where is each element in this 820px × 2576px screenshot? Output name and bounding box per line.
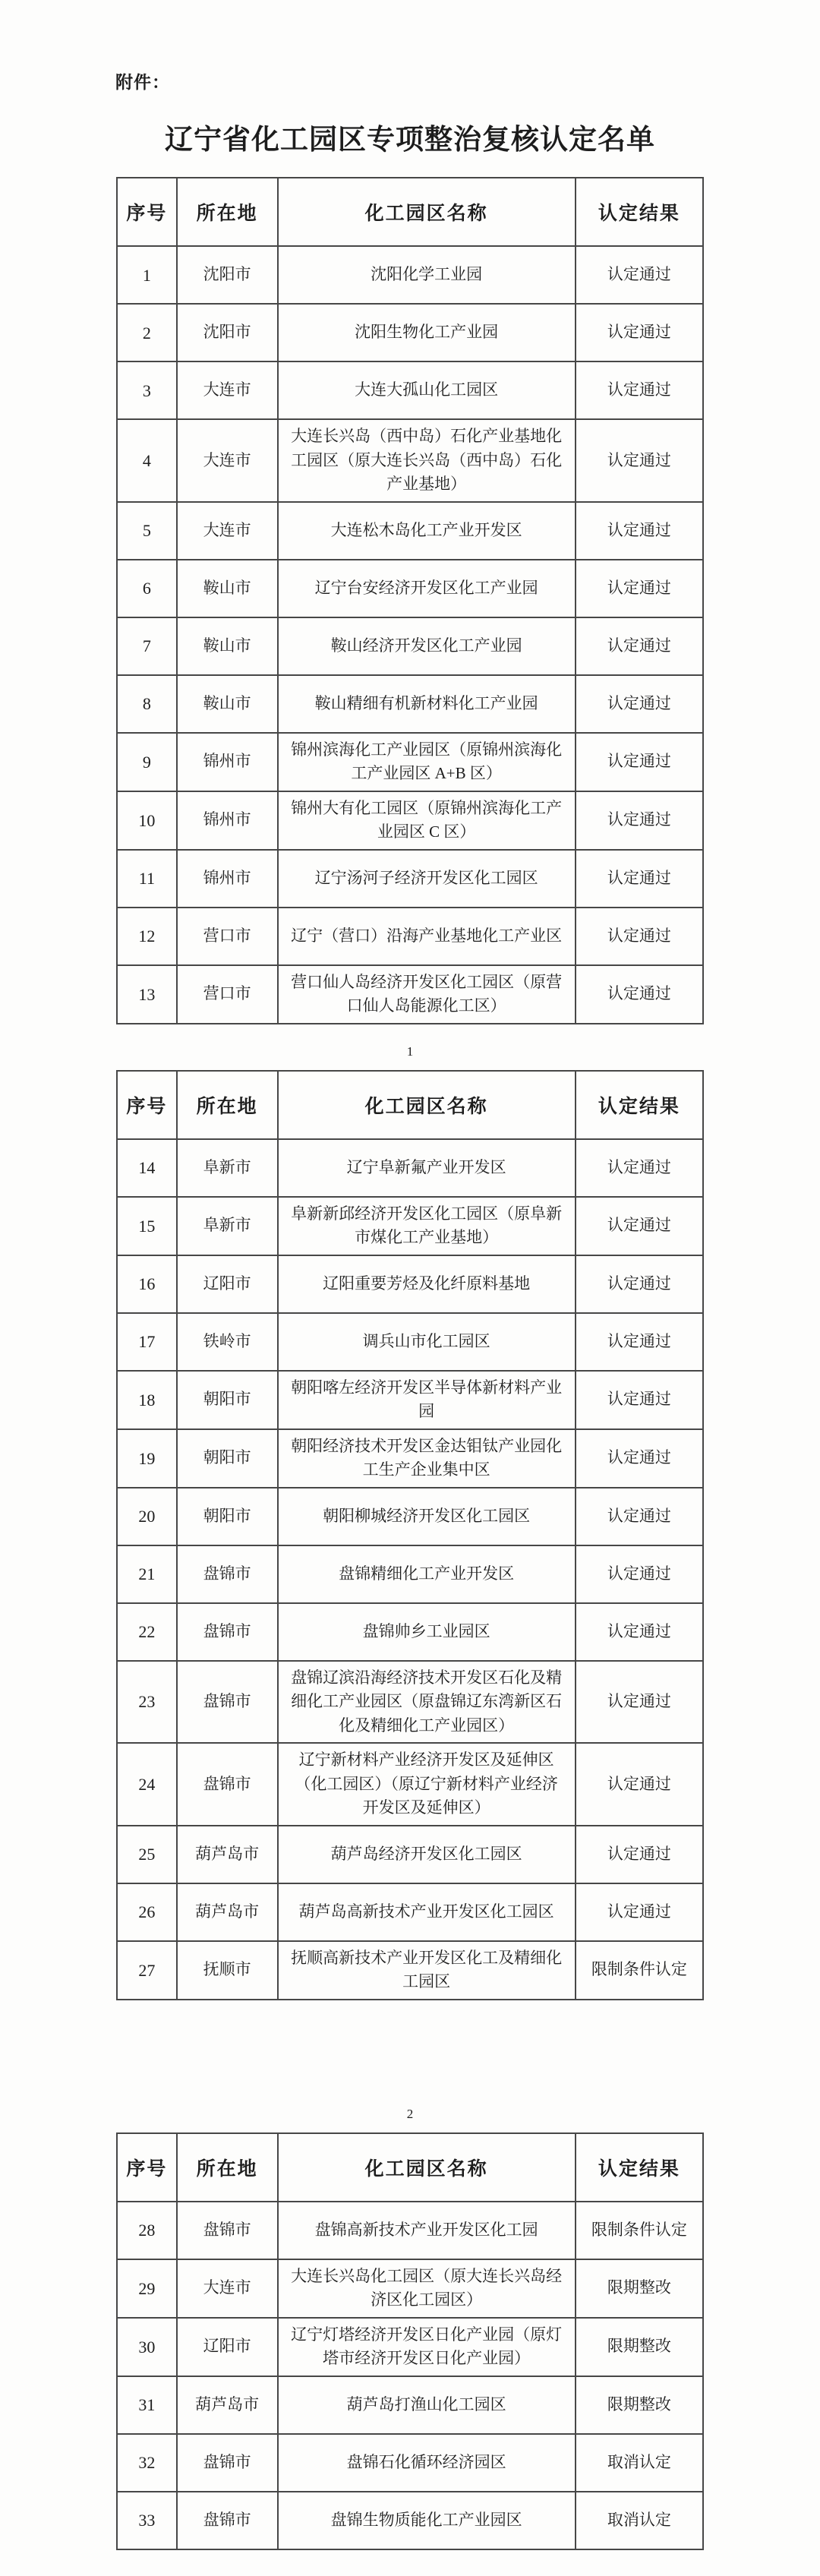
park-name-cell: 抚顺高新技术产业开发区化工及精细化工园区 <box>278 1941 576 2000</box>
table-row <box>117 1743 703 1826</box>
city-cell: 辽阳市 <box>177 1255 278 1313</box>
result-cell: 认定通过 <box>576 675 703 733</box>
city-cell: 锦州市 <box>177 850 278 908</box>
result-cell: 取消认定 <box>576 2492 703 2549</box>
serial-cell: 4 <box>117 419 177 502</box>
column-header-city: 所在地 <box>177 178 278 246</box>
park-name-cell: 朝阳喀左经济开发区半导体新材料产业园 <box>278 1371 576 1429</box>
serial-cell: 27 <box>117 1941 177 2000</box>
table-row <box>117 502 703 560</box>
table-row <box>117 2492 703 2549</box>
serial-cell: 8 <box>117 675 177 733</box>
serial-cell: 11 <box>117 850 177 908</box>
park-name-cell: 葫芦岛打渔山化工园区 <box>278 2376 576 2434</box>
result-cell: 取消认定 <box>576 2434 703 2492</box>
table-row <box>117 1139 703 1197</box>
serial-cell: 29 <box>117 2259 177 2318</box>
table-row <box>117 1488 703 1545</box>
city-cell: 朝阳市 <box>177 1429 278 1488</box>
table-row <box>117 1941 703 2000</box>
table-row <box>117 2259 703 2318</box>
city-cell: 盘锦市 <box>177 1545 278 1603</box>
park-name-cell: 辽宁新材料产业经济开发区及延伸区（化工园区）（原辽宁新材料产业经济开发区及延伸区） <box>278 1743 576 1826</box>
city-cell: 抚顺市 <box>177 1941 278 2000</box>
city-cell: 朝阳市 <box>177 1371 278 1429</box>
table-row <box>117 2434 703 2492</box>
park-name-cell: 锦州滨海化工产业园区（原锦州滨海化工产业园区 A+B 区） <box>278 733 576 791</box>
result-cell: 限制条件认定 <box>576 1941 703 2000</box>
city-cell: 鞍山市 <box>177 560 278 617</box>
serial-cell: 13 <box>117 965 177 1024</box>
result-cell: 认定通过 <box>576 1313 703 1371</box>
table-row <box>117 1313 703 1371</box>
park-name-cell: 鞍山精细有机新材料化工产业园 <box>278 675 576 733</box>
serial-cell: 18 <box>117 1371 177 1429</box>
park-name-cell: 大连大孤山化工园区 <box>278 361 576 419</box>
city-cell: 大连市 <box>177 361 278 419</box>
park-name-cell: 盘锦高新技术产业开发区化工园 <box>278 2202 576 2259</box>
park-name-cell: 朝阳柳城经济开发区化工园区 <box>278 1488 576 1545</box>
city-cell: 葫芦岛市 <box>177 2376 278 2434</box>
park-name-cell: 营口仙人岛经济开发区化工园区（原营口仙人岛能源化工区） <box>278 965 576 1024</box>
city-cell: 阜新市 <box>177 1139 278 1197</box>
serial-cell: 32 <box>117 2434 177 2492</box>
table-row <box>117 965 703 1024</box>
result-cell: 认定通过 <box>576 1743 703 1826</box>
table-row <box>117 1255 703 1313</box>
serial-cell: 20 <box>117 1488 177 1545</box>
table-row <box>117 361 703 419</box>
column-header-park-name: 化工园区名称 <box>278 2133 576 2202</box>
table-row <box>117 2202 703 2259</box>
result-cell: 认定通过 <box>576 1545 703 1603</box>
park-name-cell: 葫芦岛经济开发区化工园区 <box>278 1826 576 1883</box>
serial-cell: 1 <box>117 246 177 304</box>
result-cell: 认定通过 <box>576 419 703 502</box>
result-cell: 认定通过 <box>576 1883 703 1941</box>
city-cell: 盘锦市 <box>177 1603 278 1661</box>
page-number: 2 <box>406 2106 414 2121</box>
serial-cell: 12 <box>117 908 177 965</box>
result-cell: 认定通过 <box>576 1826 703 1883</box>
serial-cell: 24 <box>117 1743 177 1826</box>
serial-cell: 19 <box>117 1429 177 1488</box>
result-cell: 限期整改 <box>576 2259 703 2318</box>
serial-cell: 2 <box>117 304 177 361</box>
park-name-cell: 鞍山经济开发区化工产业园 <box>278 617 576 675</box>
serial-cell: 14 <box>117 1139 177 1197</box>
serial-cell: 15 <box>117 1197 177 1255</box>
serial-cell: 28 <box>117 2202 177 2259</box>
result-cell: 限制条件认定 <box>576 2202 703 2259</box>
city-cell: 大连市 <box>177 502 278 560</box>
table-row <box>117 1545 703 1603</box>
serial-cell: 22 <box>117 1603 177 1661</box>
table-row <box>117 675 703 733</box>
table-row <box>117 850 703 908</box>
column-header-serial: 序号 <box>117 2133 177 2202</box>
park-name-cell: 调兵山市化工园区 <box>278 1313 576 1371</box>
result-cell: 认定通过 <box>576 361 703 419</box>
result-cell: 认定通过 <box>576 733 703 791</box>
serial-cell: 9 <box>117 733 177 791</box>
table-row <box>117 419 703 502</box>
serial-cell: 7 <box>117 617 177 675</box>
column-header-park-name: 化工园区名称 <box>278 1071 576 1139</box>
serial-cell: 30 <box>117 2318 177 2376</box>
city-cell: 沈阳市 <box>177 246 278 304</box>
result-cell: 认定通过 <box>576 560 703 617</box>
certification-table <box>116 177 704 1024</box>
certification-table <box>116 1070 704 2000</box>
park-name-cell: 盘锦精细化工产业开发区 <box>278 1545 576 1603</box>
attachment-label: 附件： <box>115 72 170 92</box>
park-name-cell: 盘锦生物质能化工产业园区 <box>278 2492 576 2549</box>
serial-cell: 31 <box>117 2376 177 2434</box>
column-header-result: 认定结果 <box>576 178 703 246</box>
serial-cell: 3 <box>117 361 177 419</box>
column-header-serial: 序号 <box>117 178 177 246</box>
city-cell: 锦州市 <box>177 791 278 850</box>
city-cell: 盘锦市 <box>177 1661 278 1744</box>
table-row <box>117 908 703 965</box>
table-row <box>117 2376 703 2434</box>
park-name-cell: 沈阳生物化工产业园 <box>278 304 576 361</box>
result-cell: 认定通过 <box>576 1488 703 1545</box>
city-cell: 鞍山市 <box>177 675 278 733</box>
serial-cell: 16 <box>117 1255 177 1313</box>
header-row <box>117 1071 703 1139</box>
table-row <box>117 733 703 791</box>
result-cell: 认定通过 <box>576 908 703 965</box>
serial-cell: 17 <box>117 1313 177 1371</box>
table-row <box>117 1826 703 1883</box>
result-cell: 认定通过 <box>576 791 703 850</box>
table-row <box>117 1661 703 1744</box>
city-cell: 阜新市 <box>177 1197 278 1255</box>
page-number: 1 <box>406 1043 414 1059</box>
result-cell: 认定通过 <box>576 502 703 560</box>
serial-cell: 21 <box>117 1545 177 1603</box>
city-cell: 铁岭市 <box>177 1313 278 1371</box>
city-cell: 盘锦市 <box>177 1743 278 1826</box>
park-name-cell: 大连长兴岛（西中岛）石化产业基地化工园区（原大连长兴岛（西中岛）石化产业基地） <box>278 419 576 502</box>
table-row <box>117 1603 703 1661</box>
park-name-cell: 辽宁阜新氟产业开发区 <box>278 1139 576 1197</box>
city-cell: 辽阳市 <box>177 2318 278 2376</box>
header-row <box>117 2133 703 2202</box>
serial-cell: 33 <box>117 2492 177 2549</box>
column-header-result: 认定结果 <box>576 1071 703 1139</box>
park-name-cell: 大连长兴岛化工园区（原大连长兴岛经济区化工园区） <box>278 2259 576 2318</box>
result-cell: 认定通过 <box>576 850 703 908</box>
park-name-cell: 朝阳经济技术开发区金达钼钛产业园化工生产企业集中区 <box>278 1429 576 1488</box>
serial-cell: 5 <box>117 502 177 560</box>
serial-cell: 25 <box>117 1826 177 1883</box>
result-cell: 认定通过 <box>576 1255 703 1313</box>
table-row <box>117 617 703 675</box>
column-header-city: 所在地 <box>177 1071 278 1139</box>
table-row <box>117 304 703 361</box>
city-cell: 营口市 <box>177 965 278 1024</box>
result-cell: 认定通过 <box>576 304 703 361</box>
result-cell: 认定通过 <box>576 1661 703 1744</box>
result-cell: 限期整改 <box>576 2376 703 2434</box>
park-name-cell: 辽宁灯塔经济开发区日化产业园（原灯塔市经济开发区日化产业园） <box>278 2318 576 2376</box>
serial-cell: 6 <box>117 560 177 617</box>
park-name-cell: 盘锦帅乡工业园区 <box>278 1603 576 1661</box>
column-header-city: 所在地 <box>177 2133 278 2202</box>
result-cell: 认定通过 <box>576 1371 703 1429</box>
serial-cell: 23 <box>117 1661 177 1744</box>
table-row <box>117 2318 703 2376</box>
result-cell: 认定通过 <box>576 965 703 1024</box>
result-cell: 认定通过 <box>576 1603 703 1661</box>
column-header-result: 认定结果 <box>576 2133 703 2202</box>
result-cell: 认定通过 <box>576 1139 703 1197</box>
page-title: 辽宁省化工园区专项整治复核认定名单 <box>165 124 655 155</box>
table-row <box>117 1197 703 1255</box>
park-name-cell: 辽宁（营口）沿海产业基地化工产业区 <box>278 908 576 965</box>
table-row <box>117 560 703 617</box>
table-row <box>117 791 703 850</box>
city-cell: 盘锦市 <box>177 2492 278 2549</box>
city-cell: 锦州市 <box>177 733 278 791</box>
tables-container <box>116 177 704 2550</box>
park-name-cell: 葫芦岛高新技术产业开发区化工园区 <box>278 1883 576 1941</box>
serial-cell: 10 <box>117 791 177 850</box>
city-cell: 大连市 <box>177 419 278 502</box>
result-cell: 认定通过 <box>576 246 703 304</box>
column-header-park-name: 化工园区名称 <box>278 178 576 246</box>
park-name-cell: 辽阳重要芳烃及化纤原料基地 <box>278 1255 576 1313</box>
column-header-serial: 序号 <box>117 1071 177 1139</box>
table-row <box>117 1883 703 1941</box>
park-name-cell: 盘锦辽滨沿海经济技术开发区石化及精细化工产业园区（原盘锦辽东湾新区石化及精细化工产业园区） <box>278 1661 576 1744</box>
park-name-cell: 沈阳化学工业园 <box>278 246 576 304</box>
table-row <box>117 1429 703 1488</box>
city-cell: 葫芦岛市 <box>177 1883 278 1941</box>
result-cell: 认定通过 <box>576 617 703 675</box>
park-name-cell: 辽宁台安经济开发区化工产业园 <box>278 560 576 617</box>
result-cell: 限期整改 <box>576 2318 703 2376</box>
park-name-cell: 大连松木岛化工产业开发区 <box>278 502 576 560</box>
park-name-cell: 阜新新邱经济开发区化工园区（原阜新市煤化工产业基地） <box>278 1197 576 1255</box>
city-cell: 大连市 <box>177 2259 278 2318</box>
park-name-cell: 辽宁汤河子经济开发区化工园区 <box>278 850 576 908</box>
table-row <box>117 1371 703 1429</box>
header-row <box>117 178 703 246</box>
table-row <box>117 246 703 304</box>
city-cell: 盘锦市 <box>177 2202 278 2259</box>
certification-table <box>116 2132 704 2550</box>
park-name-cell: 锦州大有化工园区（原锦州滨海化工产业园区 C 区） <box>278 791 576 850</box>
result-cell: 认定通过 <box>576 1429 703 1488</box>
city-cell: 沈阳市 <box>177 304 278 361</box>
city-cell: 葫芦岛市 <box>177 1826 278 1883</box>
city-cell: 鞍山市 <box>177 617 278 675</box>
serial-cell: 26 <box>117 1883 177 1941</box>
park-name-cell: 盘锦石化循环经济园区 <box>278 2434 576 2492</box>
city-cell: 朝阳市 <box>177 1488 278 1545</box>
result-cell: 认定通过 <box>576 1197 703 1255</box>
city-cell: 盘锦市 <box>177 2434 278 2492</box>
city-cell: 营口市 <box>177 908 278 965</box>
